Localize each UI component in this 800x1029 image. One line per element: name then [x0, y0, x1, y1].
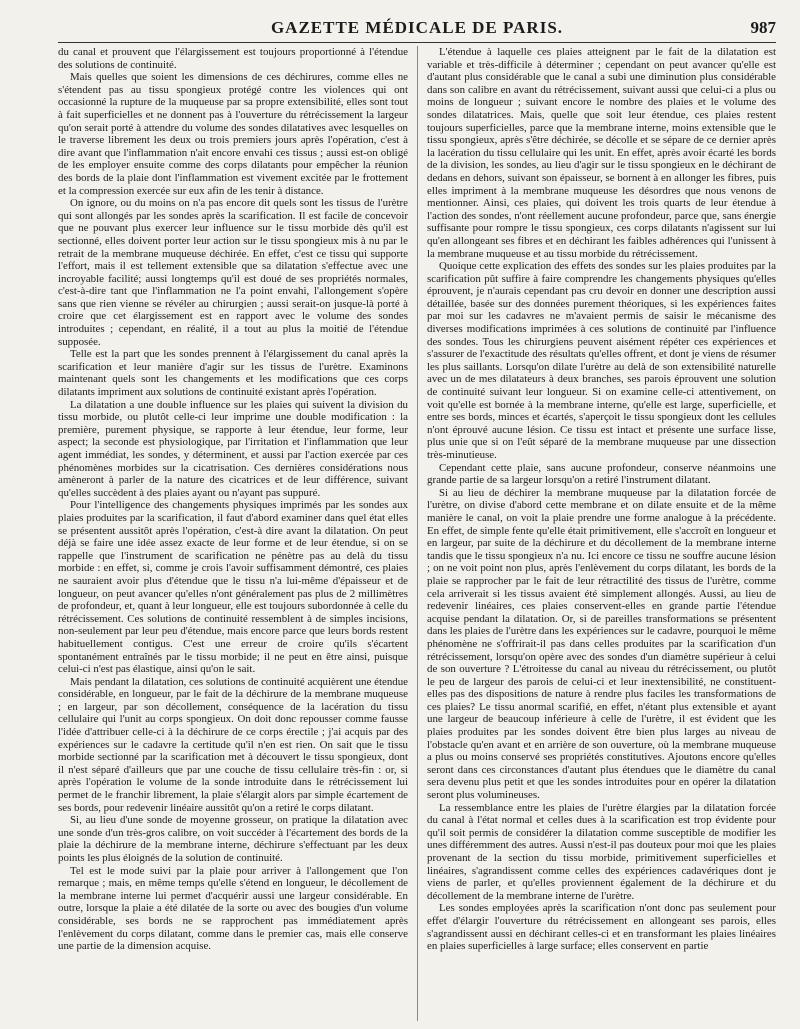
paragraph: Si, au lieu d'une sonde de moyenne grosseur, on pratique la dilatation avec une sonde d'un très-gros calibre, on voit succéder à l'écartement des bords de la plaie la déchirure de la membrane interne, déchirure s'effectuant par les deux points les plus éloignés de la solution de continuité. [58, 814, 408, 864]
paragraph: Cependant cette plaie, sans aucune profondeur, conserve néanmoins une grande partie de sa largeur lorsqu'on a retiré l'instrument dilatant. [427, 461, 776, 487]
paragraph: Mais pendant la dilatation, ces solutions de continuité acquièrent une étendue considérable, en longueur, par le fait de la déchirure de la membrane muqueuse ; en largeur, par son décollement, conséquence de la lacération du tissu cellulaire qui l'unit au corps spongieux. On doit donc repousser comme fausse l'idée d'attribuer celle-ci à la déchirure de ce corps érectile ; j'ai acquis par des expériences sur le cadavre la certitude qu'il n'en est rien. On sait que le tissu morbide sectionné par la scarification met à découvert le tissu spongieux, dont il n'est séparé d'ailleurs que par une couche de tissu cellulaire très-fin : or, si après l'opération le volume de la sonde introduite dans le rétrécissement lui permet de le franchir librement, la plaie s'élargit alors par simple écartement de ses bords, pour redevenir linéaire aussitôt qu'on a retiré le corps dilatant. [58, 675, 408, 814]
paragraph: du canal et prouvent que l'élargissement est toujours proportionné à l'étendue des solutions de continuité. [58, 46, 408, 71]
paragraph: La ressemblance entre les plaies de l'urètre élargies par la dilatation forcée du canal à l'état normal et celles dues à la scarification est trop évidente pour qu'il soit permis de considérer la dilatation comme susceptible de modifier les unes différemment des autres. Aussi n'est-il pas douteux pour moi que les plaies provenant de la section du tissu morbide, primitivement superficielles et linéaires, s'agrandissent comme celles des expériences cadavériques dont je viens de parler, et qu'elles proviennent également de la déchirure et du décollement de la membrane interne de l'urètre. [427, 801, 776, 902]
page-number: 987 [750, 18, 776, 37]
paragraph: Mais quelles que soient les dimensions de ces déchirures, comme elles ne s'étendent pas au tissu spongieux protégé contre les violences qui ont occasionné la rupture de la muqueuse par sa propre extensibilité, elles sont tout à fait superficielles et ne donnent pas à l'ouverture du rétrécissement la largeur qu'on serait porté à attendre du volume des sondes dilatatives avec lesquelles on le traverse librement les deux ou trois premiers jours après l'opération, c'est à dire avant que l'inflammation n'ait encore envahi ces tissus ; aussi est-on obligé de les employer ensuite comme des corps dilatants pour empêcher la réunion des bords de la plaie dont l'inflammation est vivement excitée par le frottement et la compression exercée sur eux afin de les tenir à distance. [58, 71, 408, 197]
paragraph: Les sondes employées après la scarification n'ont donc pas seulement pour effet d'élargir l'ouverture du rétrécissement en allongeant ses parois, elles s'agrandissent aussi en déchirant celles-ci et en transformant les plaies linéaires en plaies superficielles à large surface; elles conservent en partie [427, 902, 776, 953]
paragraph: Telle est la part que les sondes prennent à l'élargissement du canal après la scarification et leur manière d'agir sur les tissus de l'urètre. Examinons maintenant quels sont les changements et les modifications que ces corps dilatants impriment aux solutions de continuité existant après l'opération. [58, 348, 408, 399]
paragraph: Quoique cette explication des effets des sondes sur les plaies produites par la scarification pût suffire à faire comprendre les changements physiques qu'elles éprouvent, je n'aurais cependant pas cru devoir en donner une description aussi détaillée, basée sur des données purement théoriques, si les expériences faites par moi sur les cadavres ne m'avaient permis de saisir le mécanisme des diverses modifications imprimées à ces solutions de continuité par l'influence des sondes. Tous les chirurgiens peuvent aisément répéter ces expériences et s'assurer de l'exactitude des résultats qu'elles offrent, et dont je viens de résumer les plus saillants. Lorsqu'on dilate l'urètre au delà de son extensibilité naturelle avec un de mes dilatateurs à deux branches, ses parois éprouvent une solution de continuité suivant leur longueur. Si on examine celle-ci attentivement, on voit qu'elle est bornée à la membrane interne, qu'elle est large, superficielle, et entre ses bords, minces et écartés, s'aperçoit le tissu spongieux dont les cellules n'ont éprouvé aucune lésion. Ce tissu est intact et présente une surface lisse, plus unie que si on l'eût séparé de la membrane muqueuse par une dissection très-minutieuse. [427, 260, 776, 461]
left-column [58, 46, 417, 1021]
text-columns [58, 46, 776, 1021]
paragraph: On ignore, ou du moins on n'a pas encore dit quels sont les tissus de l'urètre qui sont allongés par les sondes après la scarification. Il est facile de concevoir que ne pouvant plus exercer leur influence sur le tissu morbide dès qu'il est sectionné, elles doivent porter leur action sur le tissu spongieux mis à nu par le retrait de la membrane muqueuse déchirée. En effet, c'est ce tissu qui supporte l'effort, mais il est tellement extensible que sa dilatation s'effectue avec une incroyable facilité; aussi longtemps qu'il est doué de ses propriétés normales, c'est-à-dire tant que l'inflammation ne l'a point envahi, l'allongement s'opère sans que rien vienne se révéler au chirurgien ; aussi serait-on jusque-là porté à croire que cet élargissement est en rapport avec le volume des sondes introduites ; cependant, en réalité, il a tout au plus la moitié de l'étendue supposée. [58, 197, 408, 348]
paragraph: Pour l'intelligence des changements physiques imprimés par les sondes aux plaies produites par la scarification, il faut d'abord examiner dans quel état elles se présentent aussitôt après l'opération, c'est-à dire avant la dilatation. On peut déjà se faire une idée assez exacte de leur forme et de leur étendue, si on se rappelle que l'instrument de scarification ne pénètre pas au delà du tissu morbide : en effet, si, comme je crois l'avoir suffisamment démontré, ces plaies ne sauraient avoir plus d'étendue que le tissu n'a lui-même d'épaisseur et de longueur, on peut avancer qu'elles n'ont généralement pas plus de 2 millimètres de profondeur, et, quant à leur longueur, elle est toujours subordonnée à celle du rétrécissement. Ces solutions de continuité ressemblent à de simples incisions, non-seulement par leur peu d'étendue, mais encore parce que leurs bords restent habituellement contigus. C'est une erreur de croire qu'ils s'écartent spontanément entraînés par le tissu morbide; il ne peut en être ainsi, puisque celui-ci n'est pas élastique, ainsi qu'on le sait. [58, 499, 408, 676]
page-header [58, 16, 776, 43]
paragraph: Tel est le mode suivi par la plaie pour arriver à l'allongement que l'on remarque ; mais, en même temps qu'elle s'étend en longueur, le décollement de la membrane interne lui permet d'acquérir aussi une largeur considérable. En outre, lorsque la plaie a été dilatée de la sorte ou avec des bougies d'un volume considérable, ses bords ne se rapprochent pas immédiatement après l'enlèvement du corps dilatant, comme dans le premier cas, mais elle conserve une partie de la dimension acquise. [58, 864, 408, 953]
publication-title: GAZETTE MÉDICALE DE PARIS. [270, 18, 564, 37]
right-column [417, 46, 776, 1021]
paragraph: La dilatation a une double influence sur les plaies qui suivent la division du tissu morbide, ou plutôt celle-ci leur imprime une double modification : la première, purement physique, se rapporte à leur étendue, leur forme, leur aspect; la seconde est physiologique, par l'irritation et l'inflammation que leur agent immédiat, les sondes, y déterminent, et aussi par l'action exercée par ces phénomènes morbides sur la cicatrisation. Ces dernières considérations nous amèneront à parler de la nature des cicatrices et de leur différence, suivant qu'elles succèdent à des plaies ayant ou n'ayant pas suppuré. [58, 398, 408, 499]
paragraph: L'étendue à laquelle ces plaies atteignent par le fait de la dilatation est variable et très-difficile à déterminer ; cependant on peut avancer qu'elle est d'autant plus considérable que le canal a subi une diminution plus considérable dans son calibre en avant du rétrécissement, suivant aussi que celui-ci a plus ou moins de longueur ; suivant encore le nombre des plaies et le volume des sondes dilatatrices. Mais, quelle que soit leur étendue, ces plaies restent toujours superficielles, parce que la membrane interne, moins extensible que le tissu spongieux, après s'être déchirée, se décolle et se sépare de ce dernier après la lacération du tissu cellulaire qui les unit. En effet, après avoir écarté les bords de la division, les sondes, au lieu d'agir sur le tissu spongieux en le déchirant de dedans en dehors, suivant son épaisseur, se bornent à en allonger les fibres, puis elles impriment à la membrane muqueuse les désordres que nous venons de mentionner. Ainsi, ces plaies, qui doivent les trois quarts de leur étendue à l'action des sondes, n'ont réellement aucune profondeur, parce que, sans énergie suffisante pour rompre le tissu spongieux, ces corps dilatants n'agissent sur lui qu'en allongeant ses fibres et en déchirant les faibles adhérences qui l'unissent à la membrane muqueuse et au tissu morbide du rétrécissement. [427, 46, 776, 260]
paragraph: Si au lieu de déchirer la membrane muqueuse par la dilatation forcée de l'urètre, on divise d'abord cette membrane et on dilate ensuite et de la même manière le canal, on voit la plaie prendre une forme analogue à la précédente. En effet, de simple fente qu'elle était primitivement, elle s'accroît en longueur et en largeur, par suite de la déchirure et du décollement de la membrane interne tandis que le tissu spongieux n'a nu. Ici encore ce tissu ne souffre aucune lésion ; on ne voit point non plus, après l'enlèvement du corps dilatant, les bords de la plaie se rapprocher par le fait de leur rétractilité des tissus de l'urètre, comme cela arriverait si les tissus avaient été simplement allongés. Aussi, au lieu de redevenir linéaires, ces plaies conservent-elles en grande partie l'étendue acquise pendant la dilatation. Or, si de pareilles transformations se présentent dans les plaies de l'urètre dans les expériences sur le cadavre, pourquoi le même phénomène ne s'offrirait-il pas dans celles produites par la scarification d'un rétrécissement, lorsqu'on opère avec des sondes d'un diamètre supérieur à celui de son ouverture ? L'étroitesse du canal au niveau du rétrécissement, ou plutôt le peu de largeur des parois de celui-ci et leur inextensibilité, ne constituent-elles pas des dispositions de nature à rendre plus faciles les transformations de ces plaies? Le tissu anormal scarifié, en effet, n'étant plus extensible et ayant une largeur de beaucoup inférieure à celle de l'urètre, il est évident que les plaies produites par les sondes doivent être bien plus larges au niveau de l'obstacle qu'en avant et en arrière de son ouverture, où la membrane muqueuse a plus ou moins conservé ses propriétés constitutives. Ajoutons encore qu'elles seront dans ces circonstances d'autant plus étendues que le diamètre du canal sera devenu plus petit et que les sondes introduites pour en opérer la dilatation seront plus volumineuses. [427, 486, 776, 802]
